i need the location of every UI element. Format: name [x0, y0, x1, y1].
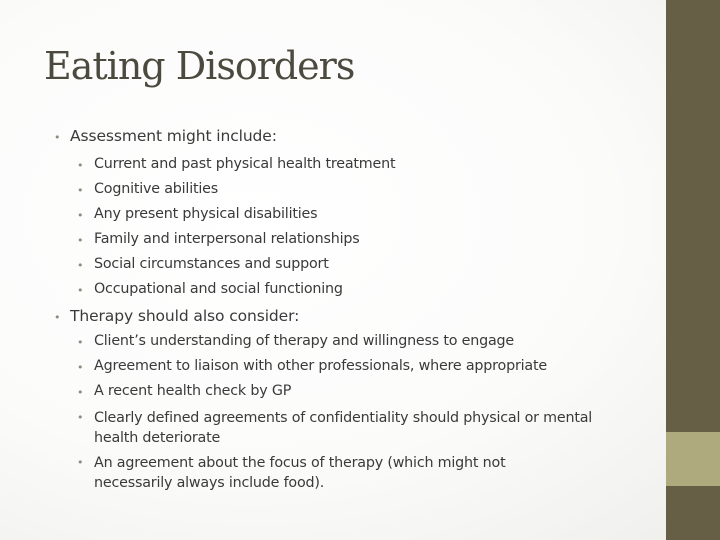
list-item: Agreement to liaison with other professionals, where appropriate	[94, 358, 547, 374]
list-item: Cognitive abilities	[94, 181, 218, 197]
list-item: Any present physical disabilities	[94, 206, 318, 222]
bullet-icon: •	[77, 361, 84, 374]
section-heading-therapy: Therapy should also consider:	[70, 307, 300, 325]
slide-title: Eating Disorders	[44, 44, 355, 88]
list-item: Clearly defined agreements of confidentiality should physical or mental health deteriorate	[94, 410, 593, 446]
list-item: A recent health check by GP	[94, 383, 292, 399]
section-heading-assessment: Assessment might include:	[70, 127, 277, 145]
bullet-icon: •	[77, 234, 84, 247]
bullet-icon: •	[54, 131, 61, 144]
bullet-icon: •	[77, 184, 84, 197]
bullet-icon: •	[77, 159, 84, 172]
list-item: Current and past physical health treatment	[94, 156, 396, 172]
bullet-icon: •	[77, 209, 84, 222]
bullet-icon: •	[77, 259, 84, 272]
list-item: Occupational and social functioning	[94, 281, 343, 297]
list-item: An agreement about the focus of therapy (which might not necessarily always include food).	[94, 455, 506, 491]
bullet-icon: •	[77, 456, 84, 469]
bullet-icon: •	[77, 336, 84, 349]
list-item: Social circumstances and support	[94, 256, 329, 272]
list-item: Client’s understanding of therapy and willingness to engage	[94, 333, 515, 349]
bullet-icon: •	[54, 311, 61, 324]
bullet-icon: •	[77, 386, 84, 399]
bullet-icon: •	[77, 284, 84, 297]
list-item: Family and interpersonal relationships	[94, 231, 360, 247]
sidebar-accent-block	[666, 432, 720, 486]
bullet-icon: •	[77, 411, 84, 424]
